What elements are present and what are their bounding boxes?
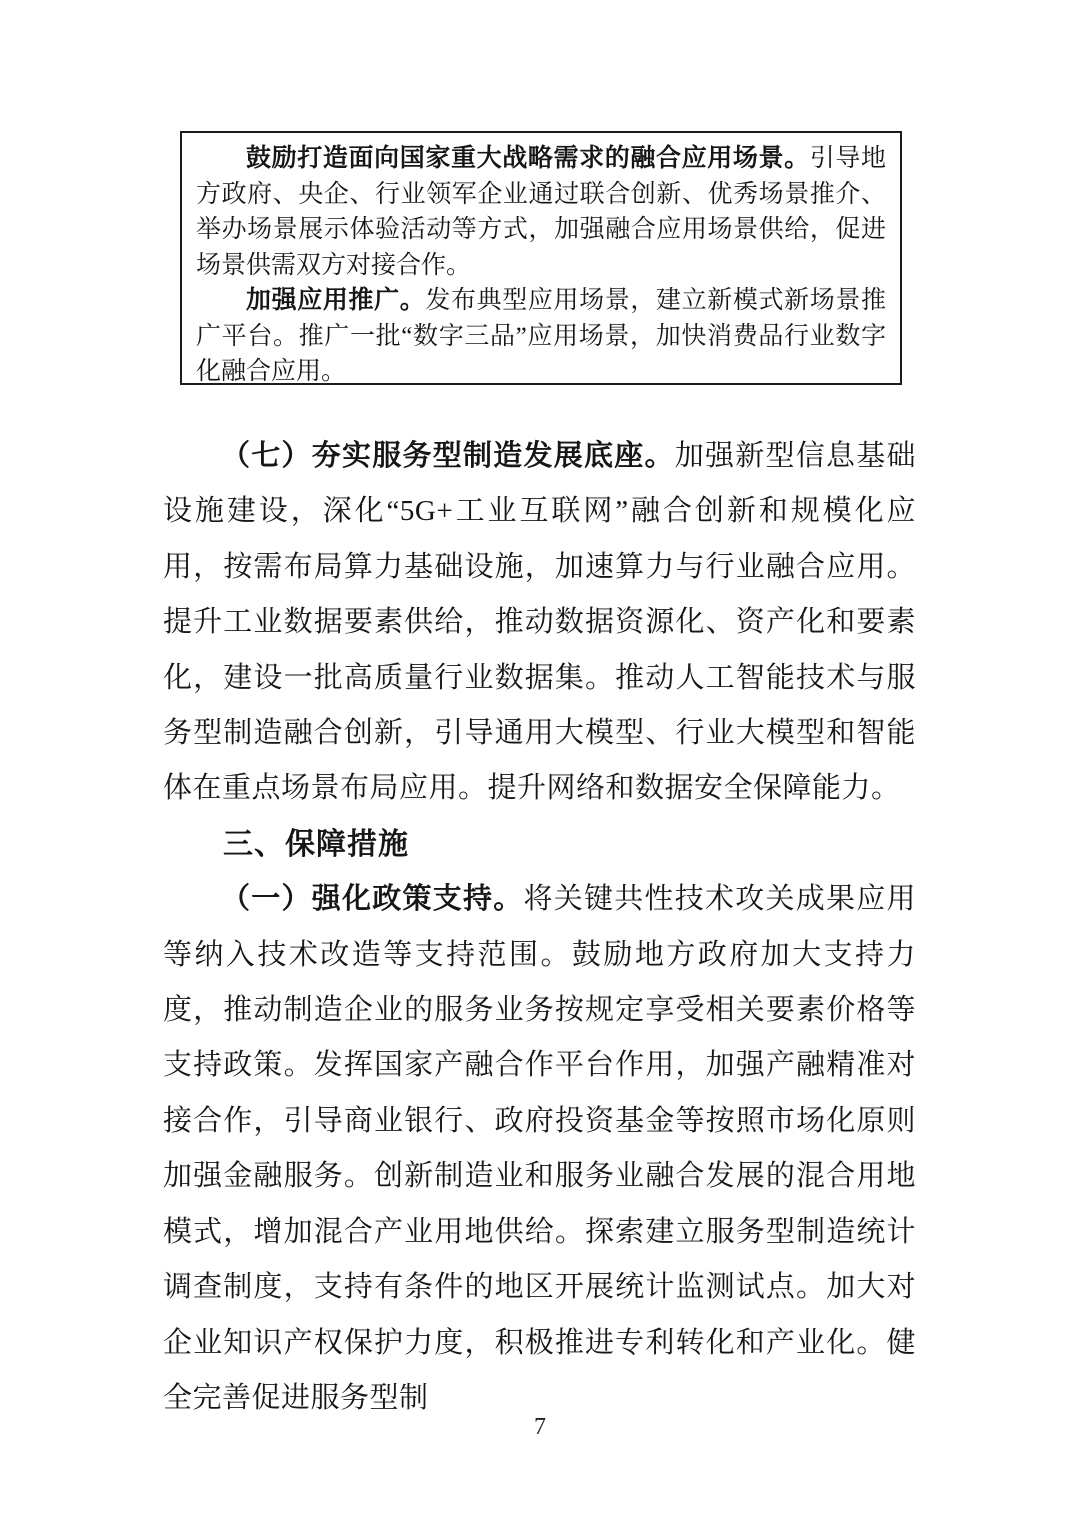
section-heading-safeguards: 三、保障措施 xyxy=(223,827,409,861)
box-paragraph-promotion-body: 发布典型应用场景，建立新模式新场景推广平台。推广一批“数字三品”应用场景，加快消费品行业数字化融合应用。 xyxy=(196,287,886,385)
paragraph-section-1-lead: （一）强化政策支持。 xyxy=(221,883,524,916)
box-paragraph-promotion-lead: 加强应用推广。 xyxy=(246,287,426,314)
paragraph-section-7-body: 加强新型信息基础设施建设，深化“5G+工业互联网”融合创新和规模化应用，按需布局算力基础设施，加速算力与行业融合应用。提升工业数据要素供给，推动数据资源化、资产化和要素化，建设一批高质量行业数据集。推动人工智能技术与服务型制造融合创新，引导通用大模型、行业大模型和智能体在重点场景布局应用。提升网络和数据安全保障能力。 xyxy=(163,440,916,805)
paragraph-section-1 xyxy=(163,872,916,1426)
box-paragraph-promotion xyxy=(196,283,886,390)
box-paragraph-scene xyxy=(196,141,886,283)
paragraph-section-1-body: 将关键共性技术攻关成果应用等纳入技术改造等支持范围。鼓励地方政府加大支持力度，推动制造企业的服务业务按规定享受相关要素价格等支持政策。发挥国家产融合作平台作用，加强产融精准对接合作，引导商业银行、政府投资基金等按照市场化原则加强金融服务。创新制造业和服务业融合发展的混合用地模式，增加混合产业用地供给。探索建立服务型制造统计调查制度，支持有条件的地区开展统计监测试点。加大对企业知识产权保护力度，积极推进专利转化和产业化。健全完善促进服务型制 xyxy=(163,883,916,1414)
page-number: 7 xyxy=(534,1414,546,1440)
box-paragraph-scene-lead: 鼓励打造面向国家重大战略需求的融合应用场景。 xyxy=(246,145,810,172)
document-body xyxy=(163,429,916,1426)
paragraph-section-7-lead: （七）夯实服务型制造发展底座。 xyxy=(221,440,675,472)
highlight-box xyxy=(180,131,902,385)
box-paragraph-scene-body: 引导地方政府、央企、行业领军企业通过联合创新、优秀场景推介、举办场景展示体验活动等方式，加强融合应用场景供给，促进场景供需双方对接合作。 xyxy=(196,145,886,279)
paragraph-section-7 xyxy=(163,429,916,817)
